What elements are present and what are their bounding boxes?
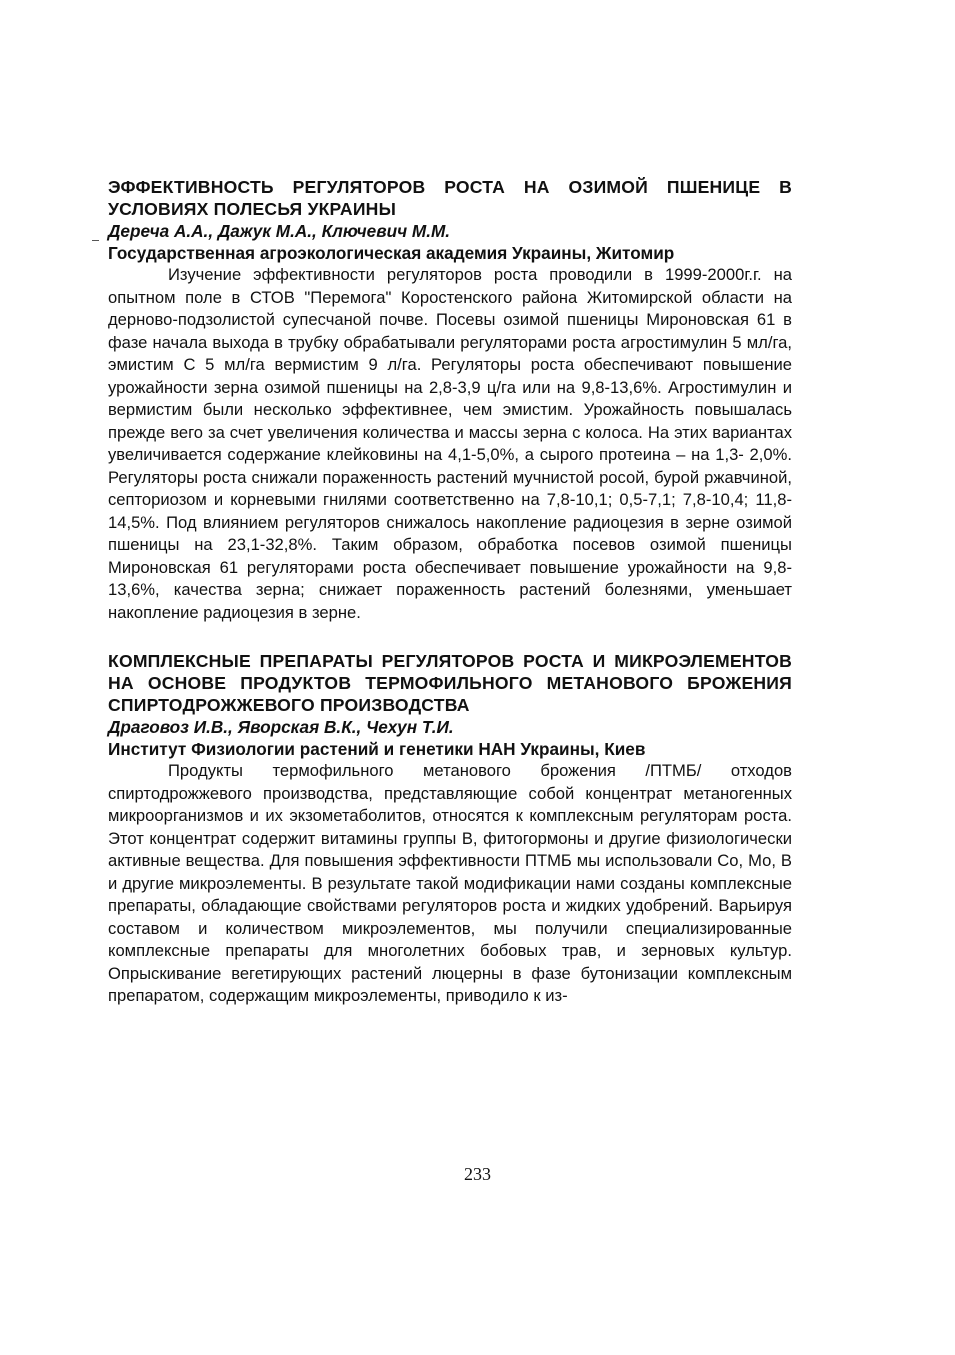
article-1 xyxy=(108,176,792,624)
article-authors: Дереча А.А., Дажук М.А., Ключевич М.М. xyxy=(108,221,451,241)
article-affiliation: Институт Физиологии растений и генетики НАН Украины, Киев xyxy=(108,739,646,759)
article-affiliation: Государственная агроэкологическая академия Украины, Житомир xyxy=(108,243,675,263)
page-number: 233 xyxy=(464,1164,491,1184)
page-content xyxy=(108,176,792,1008)
margin-mark xyxy=(92,240,99,241)
article-authors: Драговоз И.В., Яворская В.К., Чехун Т.И. xyxy=(108,717,454,737)
article-title: КОМПЛЕКСНЫЕ ПРЕПАРАТЫ РЕГУЛЯТОРОВ РОСТА И МИКРОЭЛЕМЕНТОВ НА ОСНОВЕ ПРОДУКТОВ ТЕРМОФИЛЬНОГО МЕТАНОВОГО БРОЖЕНИЯ СПИРТОДРОЖЖЕВОГО ПРОИЗВОДСТВА xyxy=(108,651,792,715)
article-title: ЭФФЕКТИВНОСТЬ РЕГУЛЯТОРОВ РОСТА НА ОЗИМОЙ ПШЕНИЦЕ В УСЛОВИЯХ ПОЛЕСЬЯ УКРАИНЫ xyxy=(108,177,792,219)
article-2 xyxy=(108,650,792,1008)
article-body: Изучение эффективности регуляторов роста проводили в 1999-2000г.г. на опытном поле в СТОВ "Перемога" Коростенского района Житомирской области на дерново-подзолистой супесчаной почве. Посевы озимой пшеницы Мироновская 61 в фазе начала выхода в трубку обрабатывали регуляторами роста агростимулин 5 мл/га, эмистим С 5 мл/га вермистим 9 л/га. Регуляторы роста обеспечивают повышение урожайности зерна озимой пшеницы на 2,8-3,9 ц/га или на 9,8-13,6%. Агростимулин и вермистим были несколько эффективнее, чем эмистим. Урожайность повышалась прежде вего за счет увеличения количества и массы зерна с колоса. На этих вариантах увеличивается содержание клейковины на 4,1-5,0%, а сырого протеина – на 1,3- 2,0%. Регуляторы роста снижали пораженность растений мучнистой росой, бурой ржавчиной, септориозом и корневыми гнилями соответственно на 7,8-10,1; 0,5-7,1; 7,8-10,4; 11,8-14,5%. Под влиянием регуляторов снижалось накопление радиоцезия в зерне озимой пшеницы на 23,1-32,8%. Таким образом, обработка посевов озимой пшеницы Мироновская 61 регуляторами роста обеспечивает повышение урожайности на 9,8-13,6%, качества зерна; снижает пораженность растений болезнями, уменьшает накопление радиоцезия в зерне. xyxy=(108,265,792,622)
article-body: Продукты термофильного метанового брожения /ПТМБ/ отходов спиртодрожжевого производства, представляющие собой концентрат метаногенных микроорганизмов и их экзометаболитов, относятся к комплексным регуляторам роста. Этот концентрат содержит витамины группы В, фитогормоны и другие физиологически активные вещества. Для повышения эффективности ПТМБ мы использовали Со, Мо, В и другие микроэлементы. В результате такой модификации нами созданы комплексные препараты, обладающие свойствами регуляторов роста и жидких удобрений. Варьируя составом и количеством микроэлементов, мы получили специализированные комплексные препараты для многолетних бобовых трав, и зерновых культур. Опрыскивание вегетирующих растений люцерны в фазе бутонизации комплексным препаратом, содержащим микроэлементы, приводило к из- xyxy=(108,761,792,1005)
